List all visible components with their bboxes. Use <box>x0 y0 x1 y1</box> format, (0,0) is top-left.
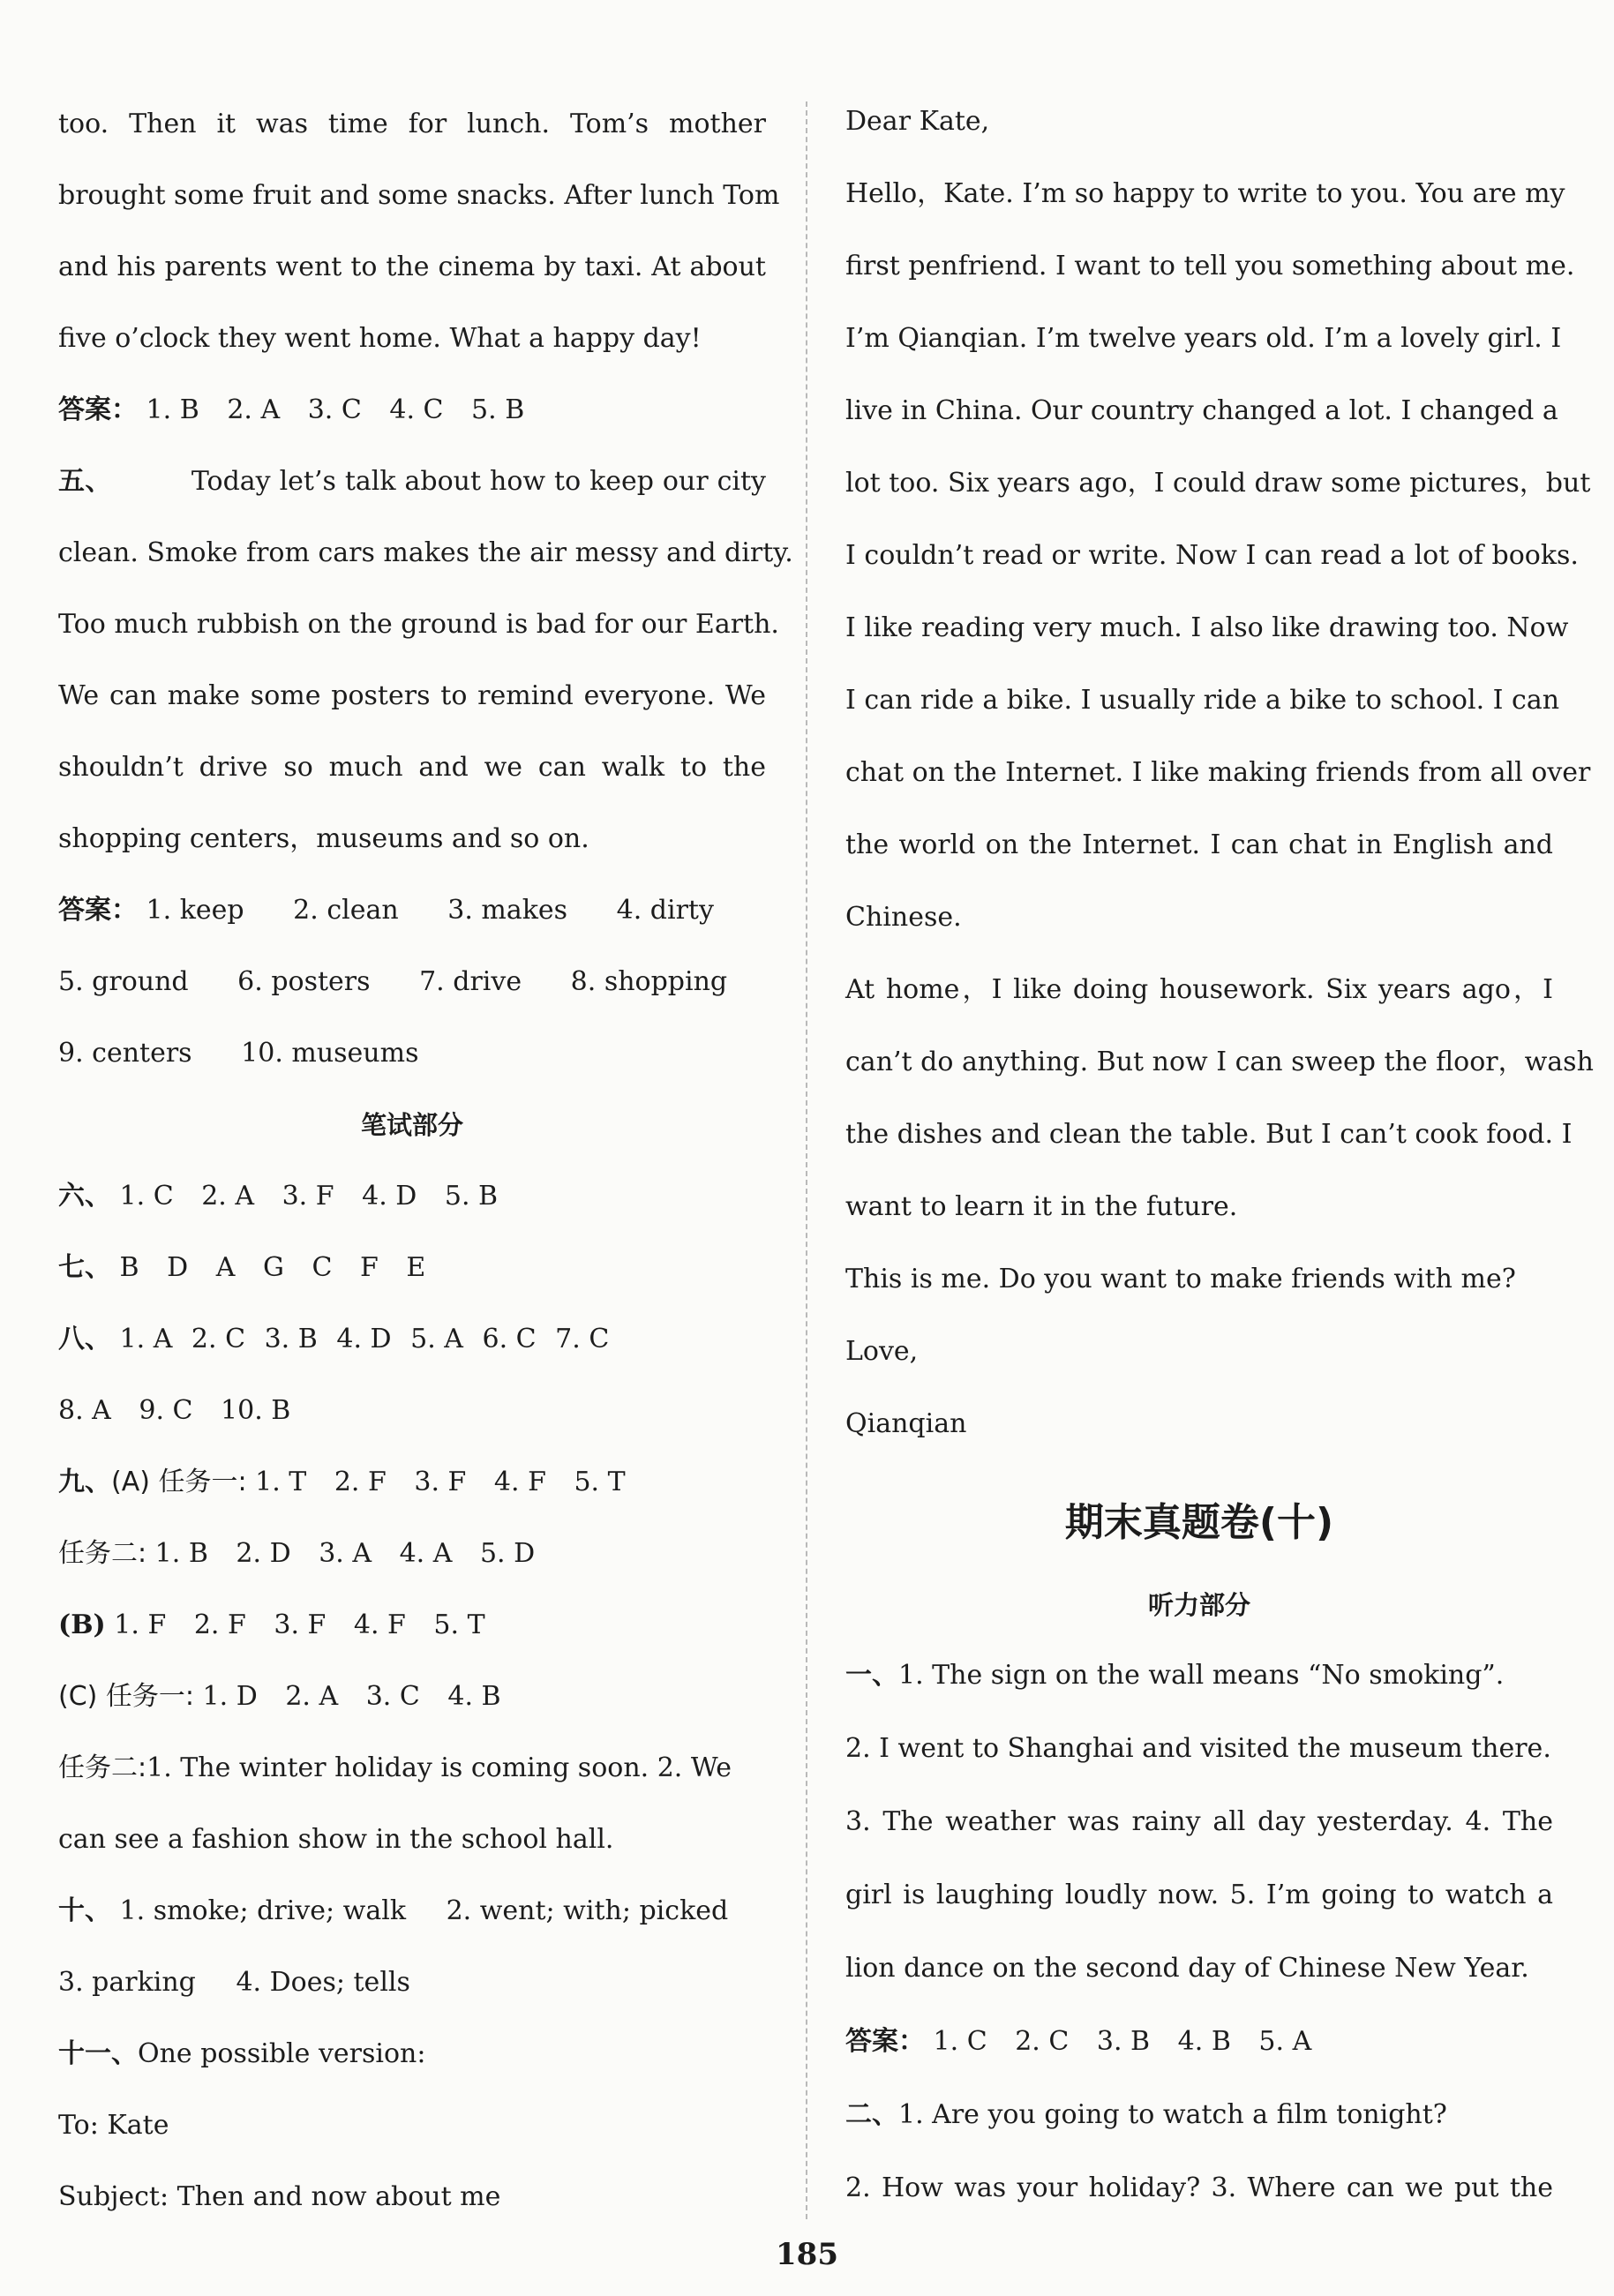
section-9-a <box>58 1451 766 1522</box>
letter-line: Chinese. <box>845 902 962 933</box>
answer-label: 答案： <box>58 394 138 425</box>
letter-line: want to learn it in the future. <box>845 1191 1238 1222</box>
answer-item: 2. clean <box>293 895 399 926</box>
letter-subject-line: Subject: Then and now about me <box>58 2181 501 2212</box>
letter-line: live in China. Our country changed a lot. I changed a <box>845 395 1558 426</box>
listening-section-title: 听力部分 <box>1147 1590 1250 1620</box>
section-5-line: clean. Smoke from cars makes the air messy and dirty. <box>58 537 793 568</box>
answer-item: 3. B <box>1096 2026 1151 2057</box>
answer-item: 10. B <box>221 1395 291 1426</box>
answer-item: 5. B <box>444 1181 499 1212</box>
section-1-line <box>845 1644 1553 1717</box>
letter-to-line: To: Kate <box>58 2110 169 2141</box>
section-6 <box>58 1165 766 1236</box>
passage-line: too. Then it was time for lunch. Tom’s mother <box>58 109 766 139</box>
answer-item: 5. D <box>479 1538 536 1569</box>
section-5-line: shopping centers，museums and so on. <box>58 823 589 854</box>
passage-line: brought some fruit and some snacks. After lunch Tom <box>58 180 780 211</box>
answer-item: 3. B <box>264 1324 318 1354</box>
answer-item: 1. smoke; drive; walk <box>119 1895 407 1926</box>
answer-item: A <box>215 1252 236 1283</box>
section-8-row1 <box>58 1308 766 1379</box>
answer-item: 4. Does; tells <box>236 1967 410 1998</box>
answer-item: F <box>360 1252 379 1283</box>
section-1-text: 1. The sign on the wall means “No smoking”. <box>898 1660 1505 1691</box>
answer-item: 4. F <box>493 1467 546 1497</box>
answer-item: 4. B <box>1177 2026 1231 2057</box>
answer-item: 4. F <box>353 1609 406 1640</box>
answer-item: 5. A <box>1258 2026 1312 2057</box>
answer-item: 1. T <box>255 1467 307 1497</box>
right-column <box>845 90 1594 2230</box>
answer-item: 2. A <box>201 1181 255 1212</box>
letter-line: lot too. Six years ago，I could draw some pictures，but <box>845 468 1591 499</box>
answer-item: 2. F <box>334 1467 387 1497</box>
answer-item: 1. keep <box>146 895 244 926</box>
section-8-row2 <box>58 1379 766 1451</box>
letter-line: the dishes and clean the table. But I can’t cook food. I <box>845 1119 1573 1150</box>
answer-item: 2. F <box>193 1609 246 1640</box>
answer-item: 4. D <box>362 1181 417 1212</box>
answer-item: 2. C <box>1015 2026 1070 2057</box>
section-label: 二、 <box>845 2099 898 2130</box>
answer-item: 1. A <box>119 1324 173 1354</box>
section-1-line: lion dance on the second day of Chinese New Year. <box>845 1953 1529 1984</box>
answer-item: 5. T <box>574 1467 626 1497</box>
answer-item: C <box>312 1252 333 1283</box>
answer-item: 4. C <box>389 394 444 425</box>
answer-item: 6. posters <box>237 966 371 997</box>
answer-item: 8. A <box>58 1395 111 1426</box>
answer-item: 3. parking <box>58 1967 196 1998</box>
answer-item: 5. A <box>410 1324 463 1354</box>
answer-item: 3. F <box>414 1467 467 1497</box>
section-5-text: Today let’s talk about how to keep our city <box>191 466 767 497</box>
letter-line: Hello，Kate. I’m so happy to write to you. You are my <box>845 178 1565 209</box>
answer-item: 4. B <box>447 1681 501 1712</box>
letter-line: I couldn’t read or write. Now I can read a lot of books. <box>845 540 1579 571</box>
answer-item: B <box>119 1252 139 1283</box>
section-5-line: We can make some posters to remind everyone. We <box>58 680 766 711</box>
answer-item: 1. C <box>119 1181 174 1212</box>
answer-item: 1. B <box>154 1538 208 1569</box>
answer-item: 4. dirty <box>616 895 714 926</box>
answer-item: 9. centers <box>58 1038 192 1069</box>
answer-item: 2. A <box>227 394 281 425</box>
letter-line: Dear Kate, <box>845 106 990 137</box>
answer-item: 10. museums <box>241 1038 419 1069</box>
answer-item: 2. A <box>285 1681 339 1712</box>
letter-line: Love, <box>845 1336 919 1367</box>
answer-item: 2. went; with; picked <box>446 1895 729 1926</box>
letter-line: I like reading very much. I also like drawing too. Now <box>845 612 1569 643</box>
task-label: (A) 任务一: <box>111 1467 247 1497</box>
letter-signature: Qianqian <box>845 1408 967 1439</box>
section-5-line: shouldn’t drive so much and we can walk to the <box>58 752 766 783</box>
exam-title: 期末真题卷(十) <box>1064 1500 1334 1545</box>
answer-item: 1. D <box>202 1681 258 1712</box>
answer-item: E <box>406 1252 426 1283</box>
section-2-line <box>845 2083 1553 2157</box>
answer-row-5a <box>58 879 766 950</box>
left-column <box>58 93 793 2237</box>
passage-line: five o’clock they went home. What a happy day! <box>58 323 702 354</box>
section-label: 九、 <box>58 1467 111 1497</box>
section-label: 七、 <box>58 1252 111 1283</box>
section-2-text: 1. Are you going to watch a film tonight? <box>898 2099 1447 2130</box>
letter-line: first penfriend. I want to tell you something about me. <box>845 251 1575 281</box>
answer-item: 4. D <box>336 1324 392 1354</box>
letter-line: I can ride a bike. I usually ride a bike to school. I can <box>845 685 1560 716</box>
section-5-first-line <box>58 450 766 521</box>
section-9-c2-line1 <box>58 1737 766 1808</box>
section-label: 六、 <box>58 1181 111 1212</box>
answer-row-5c <box>58 1022 766 1093</box>
answer-item: 7. C <box>555 1324 610 1354</box>
answer-item: D <box>167 1252 189 1283</box>
task-label: 任务二: <box>58 1752 147 1783</box>
written-section-title: 笔试部分 <box>360 1110 463 1140</box>
section-1-line: girl is laughing loudly now. 5. I’m going to watch a <box>845 1880 1553 1910</box>
page-number: 185 <box>776 2237 838 2272</box>
task-label: (C) 任务一: <box>58 1681 194 1712</box>
section-11 <box>58 2022 766 2094</box>
letter-line: chat on the Internet. I like making friends from all over <box>845 757 1591 788</box>
letter-line: I’m Qianqian. I’m twelve years old. I’m a lovely girl. I <box>845 323 1562 354</box>
answer-item: 8. shopping <box>570 966 728 997</box>
section-9-a2 <box>58 1522 766 1594</box>
section-2-line: 2. How was your holiday? 3. Where can we put the <box>845 2172 1553 2203</box>
section-9-c2-line2: can see a fashion show in the school hall. <box>58 1824 614 1855</box>
answer-item: 3. F <box>282 1181 334 1212</box>
answer-item: 5. T <box>433 1609 485 1640</box>
answer-row-1 <box>845 2010 1553 2083</box>
answer-item: 2. D <box>236 1538 291 1569</box>
letter-line: the world on the Internet. I can chat in English and <box>845 829 1553 860</box>
answer-item: G <box>262 1252 284 1283</box>
task-label: 任务二: <box>58 1538 147 1569</box>
section-label: 十、 <box>58 1895 111 1926</box>
letter-line: At home，I like doing housework. Six years ago，I <box>845 974 1553 1005</box>
answer-item: 5. B <box>471 394 525 425</box>
answer-item: 3. C <box>307 394 362 425</box>
section-9-b <box>58 1594 766 1665</box>
answer-item: 6. C <box>482 1324 537 1354</box>
answer-row-4 <box>58 379 766 450</box>
section-11-text: One possible version: <box>138 2038 426 2069</box>
answer-item: 3. F <box>274 1609 327 1640</box>
answer-label: 答案： <box>845 2026 925 2057</box>
answer-label: 答案： <box>58 895 138 926</box>
answer-item: 3. makes <box>447 895 568 926</box>
section-1-line: 2. I went to Shanghai and visited the museum there. <box>845 1733 1551 1764</box>
passage-line: and his parents went to the cinema by taxi. At about <box>58 251 766 282</box>
answer-item: 1. C <box>933 2026 987 2057</box>
answer-text: 1. The winter holiday is coming soon. 2. We <box>146 1752 732 1783</box>
answer-item: 1. F <box>114 1609 167 1640</box>
answer-item: 7. drive <box>419 966 522 997</box>
answer-item: 5. ground <box>58 966 189 997</box>
letter-line: can’t do anything. But now I can sweep the floor，wash <box>845 1047 1594 1077</box>
answer-item: 1. B <box>146 394 199 425</box>
section-5-line: Too much rubbish on the ground is bad for our Earth. <box>58 609 779 640</box>
answer-item: 3. A <box>319 1538 372 1569</box>
letter-line: This is me. Do you want to make friends with me? <box>845 1264 1516 1294</box>
answer-item: 4. A <box>399 1538 453 1569</box>
section-label: 十一、 <box>58 2038 138 2069</box>
section-9-c <box>58 1665 766 1737</box>
section-1-line: 3. The weather was rainy all day yesterday. 4. The <box>845 1806 1553 1837</box>
section-7 <box>58 1236 766 1308</box>
answer-item: 3. C <box>365 1681 420 1712</box>
section-label: 一、 <box>845 1660 898 1691</box>
answer-row-5b <box>58 950 766 1022</box>
answer-item: 9. C <box>139 1395 193 1426</box>
section-label: 五、 <box>58 466 112 497</box>
section-10-line2 <box>58 1951 766 2022</box>
task-label: (B) <box>58 1609 106 1640</box>
answer-item: 2. C <box>191 1324 246 1354</box>
section-label: 八、 <box>58 1324 111 1354</box>
column-divider <box>806 101 807 2219</box>
section-10-line1 <box>58 1880 766 1951</box>
